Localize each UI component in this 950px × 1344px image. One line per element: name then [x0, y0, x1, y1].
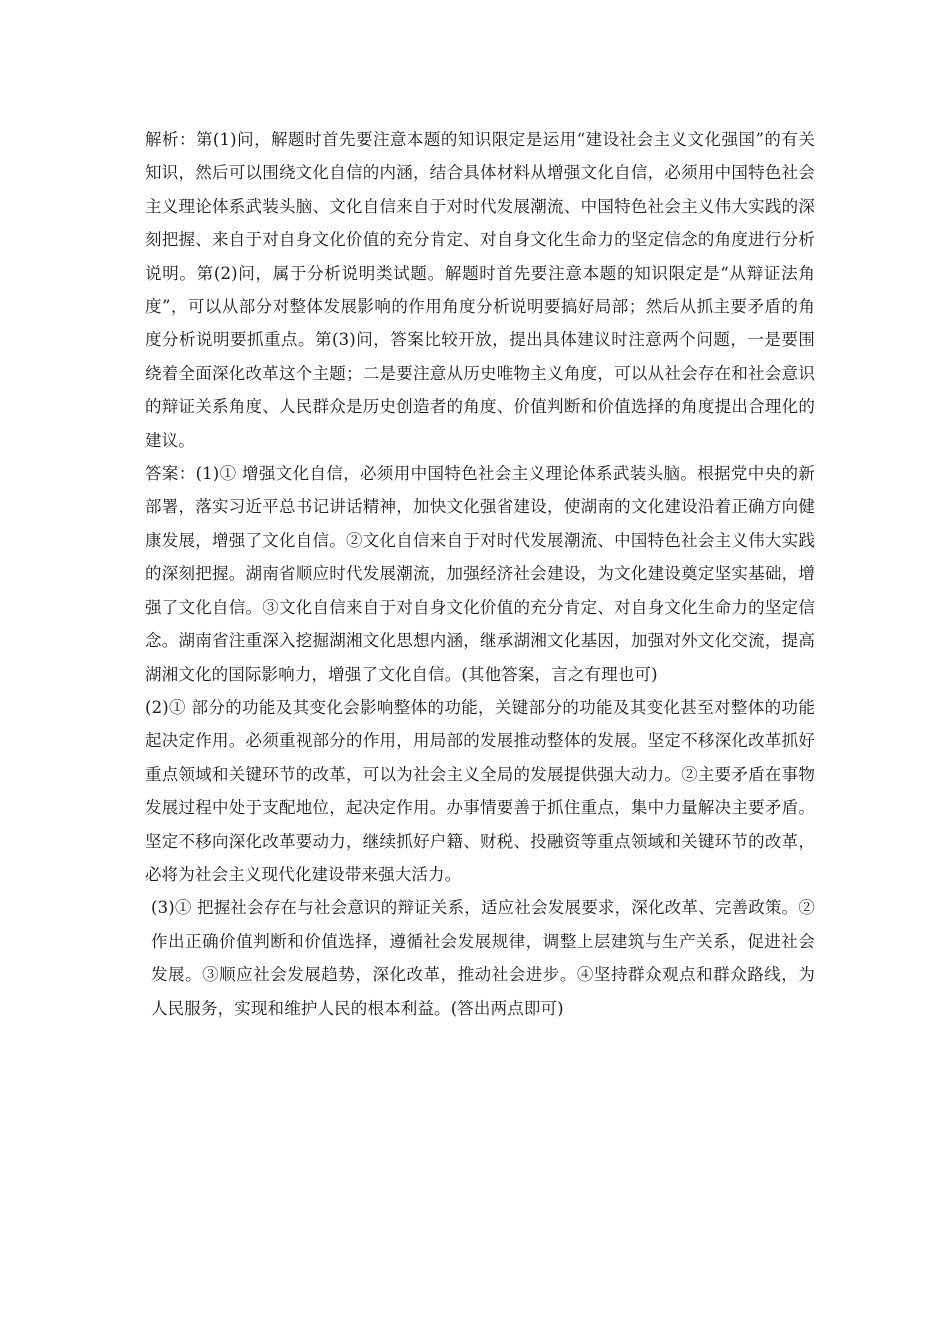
answer-part-1-paragraph: 答案：(1)① 增强文化自信，必须用中国特色社会主义理论体系武装头脑。根据党中央的新部署，落实习近平总书记讲话精神，加快文化强省建设，使湖南的文化建设沿着正确方向健康发展，增强了文化自信。②文化自信来自于对时代发展潮流、中国特色社会主义伟大实践的深刻把握。湖南省顺应时代发展潮流，加强经济社会建设，为文化建设奠定坚实基础，增强了文化自信。③文化自信来自于对自身文化价值的充分肯定、对自身文化生命力的坚定信念。湖南省注重深入挖掘湖湘文化思想内涵，继承湖湘文化基因，加强对外文化交流，提高湖湘文化的国际影响力，增强了文化自信。(其他答案，言之有理也可) — [145, 464, 815, 684]
answer-part-2-paragraph: (2)① 部分的功能及其变化会影响整体的功能，关键部分的功能及其变化甚至对整体的功能起决定作用。必须重视部分的作用，用局部的发展推动整体的发展。坚定不移深化改革抓好重点领域和关键环节的改革，可以为社会主义全局的发展提供强大动力。②主要矛盾在事物发展过程中处于支配地位，起决定作用。办事情要善于抓住重点，集中力量解决主要矛盾。坚定不移向深化改革要动力，继续抓好户籍、财税、投融资等重点领域和关键环节的改革，必将为社会主义现代化建设带来强大活力。 — [145, 697, 815, 884]
analysis-paragraph: 解析：第(1)问，解题时首先要注意本题的知识限定是运用“建设社会主义文化强国”的有关知识，然后可以围绕文化自信的内涵，结合具体材料从增强文化自信，必须用中国特色社会主义理论体系武装头脑、文化自信来自于对时代发展潮流、中国特色社会主义伟大实践的深刻把握、来自于对自身文化价值的充分肯定、对自身文化生命力的坚定信念的角度进行分析说明。第(2)问，属于分析说明类试题。解题时首先要注意本题的知识限定是“从辩证法角度”，可以从部分对整体发展影响的作用角度分析说明要搞好局部；然后从抓主要矛盾的角度分析说明要抓重点。第(3)问，答案比较开放，提出具体建议时注意两个问题，一是要围绕着全面深化改革这个主题；二是要注意从历史唯物主义角度，可以从社会存在和社会意识的辩证关系角度、人民群众是历史创造者的角度、价值判断和价值选择的角度提出合理化的建议。 — [145, 130, 815, 450]
document-body — [145, 123, 815, 1025]
answer-part-3-paragraph: (3)① 把握社会存在与社会意识的辩证关系，适应社会发展要求，深化改革、完善政策。②作出正确价值判断和价值选择，遵循社会发展规律，调整上层建筑与生产关系，促进社会发展。③顺应社会发展趋势，深化改革，推动社会进步。④坚持群众观点和群众路线，为人民服务，实现和维护人民的根本利益。(答出两点即可) — [151, 898, 815, 1018]
